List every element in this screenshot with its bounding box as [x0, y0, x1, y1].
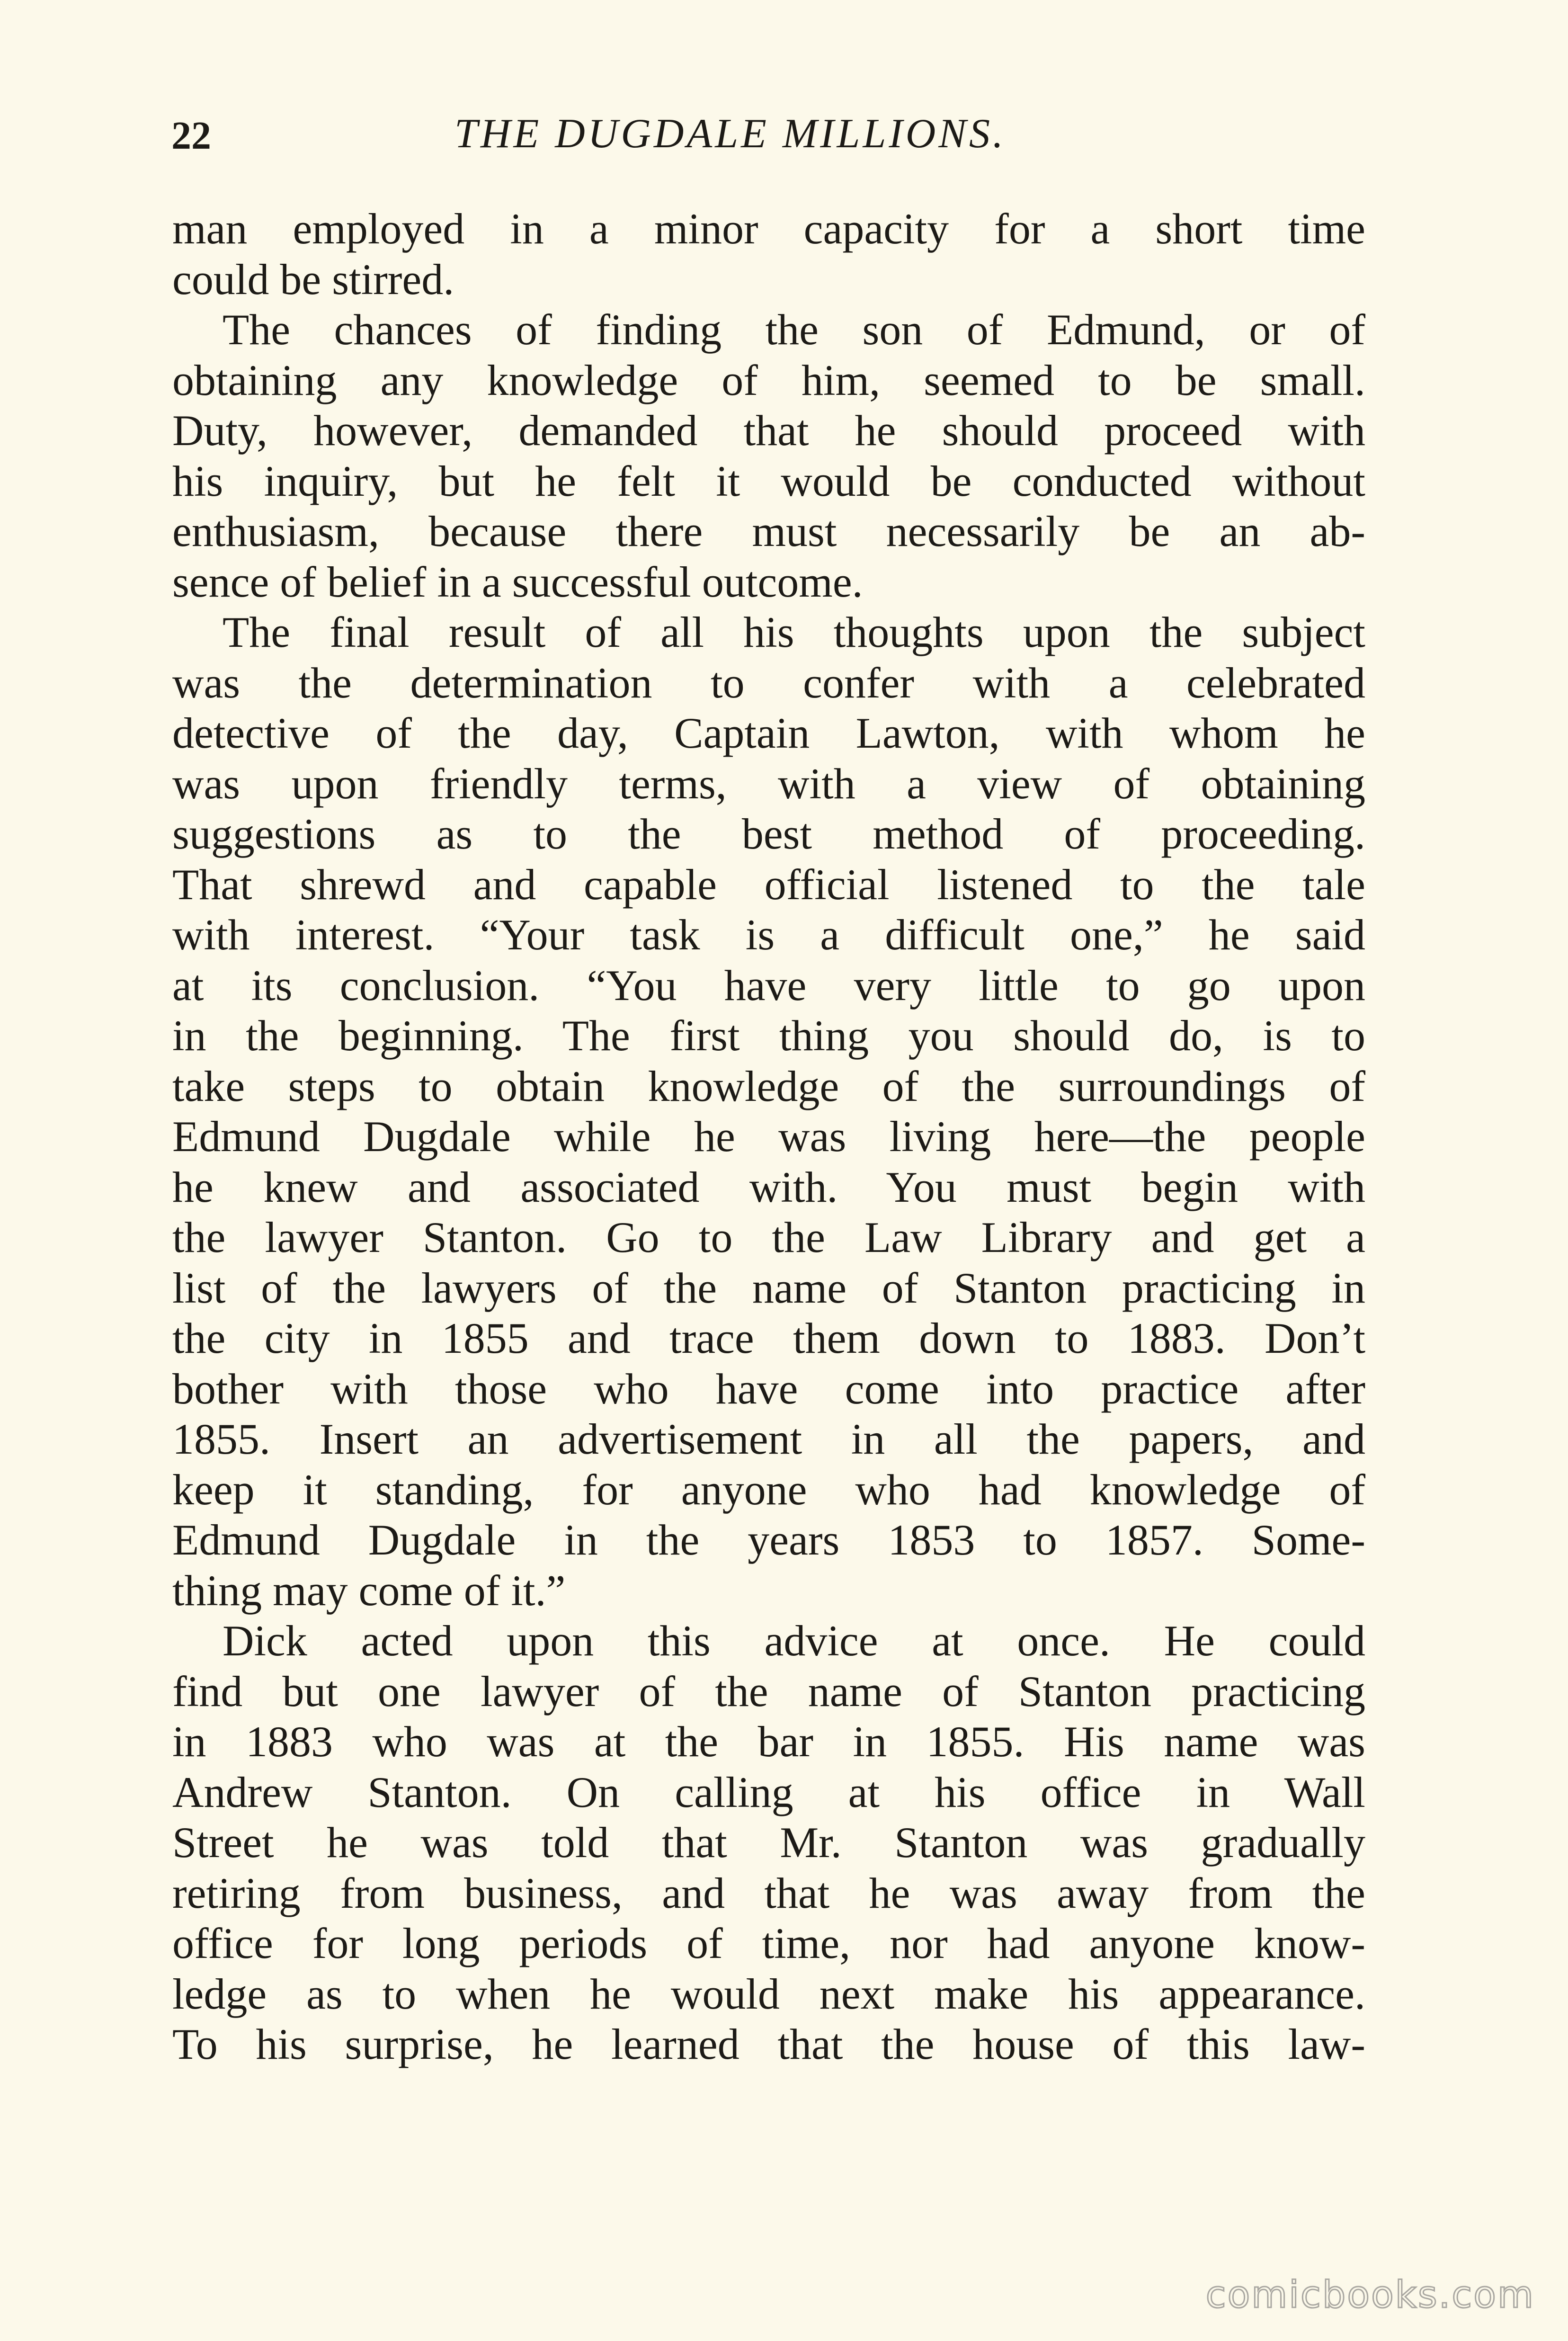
text-line: man employed in a minor capacity for a short time: [172, 205, 1365, 253]
running-title: THE DUGDALE MILLIONS.: [454, 111, 1006, 157]
text-line: sence of belief in a successful outcome.: [172, 557, 863, 606]
text-line: at its conclusion. “You have very little to go upon: [172, 961, 1365, 1010]
text-line: office for long periods of time, nor had anyone know-: [172, 1919, 1365, 1967]
text-line: he knew and associated with. You must begin with: [172, 1162, 1365, 1211]
page-number: 22: [171, 114, 211, 158]
text-line: find but one lawyer of the name of Stanton practicing: [172, 1667, 1365, 1716]
text-line: obtaining any knowledge of him, seemed to be small.: [172, 356, 1365, 404]
text-line: 1855. Insert an advertisement in all the papers, and: [172, 1415, 1365, 1463]
text-line: suggestions as to the best method of proceeding.: [172, 810, 1365, 858]
text-line: The chances of finding the son of Edmund, or of: [223, 305, 1365, 354]
text-line: take steps to obtain knowledge of the surroundings of: [172, 1062, 1365, 1110]
text-line: list of the lawyers of the name of Stanton practicing in: [172, 1263, 1365, 1312]
text-line: keep it standing, for anyone who had knowledge of: [172, 1465, 1365, 1514]
text-line: was upon friendly terms, with a view of obtaining: [172, 759, 1365, 808]
text-line: was the determination to confer with a celebrated: [172, 658, 1365, 707]
text-line: ledge as to when he would next make his appearance.: [172, 1969, 1365, 2018]
text-line: Dick acted upon this advice at once. He could: [223, 1617, 1365, 1665]
text-line: retiring from business, and that he was away from the: [172, 1868, 1365, 1917]
text-line: thing may come of it.”: [172, 1566, 566, 1615]
text-line: Edmund Dugdale in the years 1853 to 1857. Some-: [172, 1516, 1365, 1564]
text-line: To his surprise, he learned that the house of this law-: [172, 2020, 1365, 2068]
text-line: Andrew Stanton. On calling at his office in Wall: [172, 1768, 1365, 1816]
text-line: That shrewd and capable official listened to the tale: [172, 860, 1365, 909]
text-line: his inquiry, but he felt it would be conducted without: [172, 456, 1365, 505]
text-line: enthusiasm, because there must necessarily be an ab-: [172, 507, 1365, 555]
text-line: with interest. “Your task is a difficult one,” he said: [172, 911, 1365, 959]
text-line: the lawyer Stanton. Go to the Law Library and get a: [172, 1213, 1365, 1261]
text-line: could be stirred.: [172, 255, 454, 304]
watermark: comicbooks.com: [1205, 2274, 1535, 2316]
text-line: The final result of all his thoughts upon the subject: [223, 608, 1365, 656]
text-line: in 1883 who was at the bar in 1855. His name was: [172, 1717, 1365, 1766]
text-line: Duty, however, demanded that he should proceed with: [172, 406, 1365, 455]
text-line: Edmund Dugdale while he was living here—the people: [172, 1112, 1365, 1161]
text-line: Street he was told that Mr. Stanton was gradually: [172, 1818, 1365, 1867]
text-line: the city in 1855 and trace them down to 1883. Don’t: [172, 1314, 1365, 1362]
text-line: in the beginning. The first thing you should do, is to: [172, 1011, 1365, 1060]
text-line: detective of the day, Captain Lawton, with whom he: [172, 709, 1365, 757]
text-line: bother with those who have come into practice after: [172, 1364, 1365, 1413]
body-text: [172, 204, 1365, 2070]
